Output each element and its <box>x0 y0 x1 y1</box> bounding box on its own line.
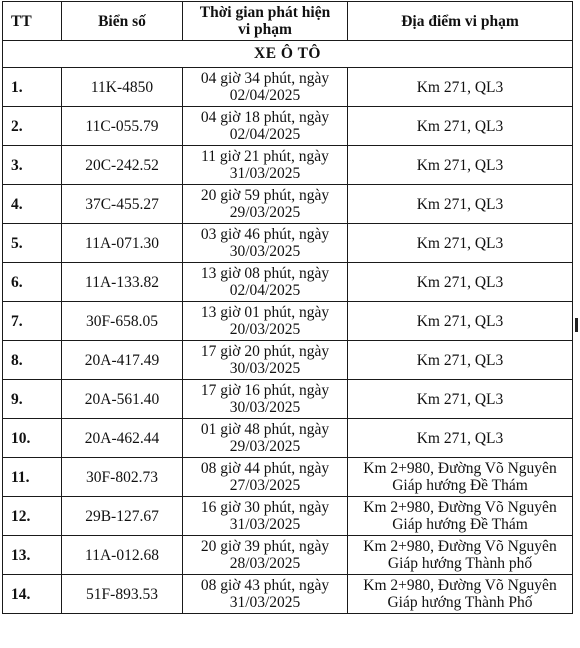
violation-time-line2: 29/03/2025 <box>229 438 301 455</box>
violation-location <box>348 341 573 380</box>
header-time-line1: Thời gian phát hiện <box>199 4 331 21</box>
violation-time-line1: 04 giờ 18 phút, ngày <box>200 109 330 126</box>
violation-location-line1: Km 271, QL3 <box>416 429 504 447</box>
table-row <box>3 458 573 497</box>
row-number: 11. <box>3 458 62 497</box>
table-row <box>3 380 573 419</box>
violation-time <box>183 575 348 614</box>
violation-location-line2: Giáp hướng Đề Thám <box>392 516 528 533</box>
table-row <box>3 185 573 224</box>
row-number: 8. <box>3 341 62 380</box>
violation-location-line1: Km 271, QL3 <box>416 78 504 96</box>
violation-time <box>183 302 348 341</box>
violation-time-line1: 04 giờ 34 phút, ngày <box>200 70 330 87</box>
table-row <box>3 263 573 302</box>
license-plate: 11A-012.68 <box>62 536 183 575</box>
violation-location <box>348 419 573 458</box>
license-plate: 11A-071.30 <box>62 224 183 263</box>
violation-location-line1: Km 271, QL3 <box>416 156 504 174</box>
table-row <box>3 419 573 458</box>
license-plate: 51F-893.53 <box>62 575 183 614</box>
license-plate: 37C-455.27 <box>62 185 183 224</box>
table-row <box>3 107 573 146</box>
section-row <box>3 41 573 68</box>
row-number: 6. <box>3 263 62 302</box>
violation-time-line2: 27/03/2025 <box>229 477 301 494</box>
license-plate: 20A-561.40 <box>62 380 183 419</box>
table-row <box>3 575 573 614</box>
violation-time <box>183 341 348 380</box>
row-number: 12. <box>3 497 62 536</box>
row-number: 5. <box>3 224 62 263</box>
violation-time-line1: 17 giờ 16 phút, ngày <box>200 382 330 399</box>
violation-location <box>348 380 573 419</box>
violation-location-line2: Giáp hướng Đề Thám <box>392 477 528 494</box>
row-number: 9. <box>3 380 62 419</box>
violation-location-line1: Km 271, QL3 <box>416 195 504 213</box>
violation-location-line2: Giáp hướng Thành phố <box>387 555 533 572</box>
violation-location-line1: Km 2+980, Đường Võ Nguyên <box>363 499 557 516</box>
header-time <box>183 2 348 41</box>
table-row <box>3 536 573 575</box>
violation-location-line2: Giáp hướng Thành Phố <box>387 594 533 611</box>
violation-time-line1: 17 giờ 20 phút, ngày <box>200 343 330 360</box>
violation-time-line2: 20/03/2025 <box>229 321 301 338</box>
violation-time-line2: 29/03/2025 <box>229 204 301 221</box>
violation-location-line1: Km 2+980, Đường Võ Nguyên <box>363 577 557 594</box>
violation-time <box>183 185 348 224</box>
violation-time <box>183 224 348 263</box>
violation-table <box>2 1 573 614</box>
violation-location <box>348 107 573 146</box>
section-label: XE Ô TÔ <box>3 41 573 68</box>
violation-location <box>348 263 573 302</box>
violation-location-line1: Km 271, QL3 <box>416 351 504 369</box>
table-row <box>3 341 573 380</box>
violation-time-line1: 01 giờ 48 phút, ngày <box>200 421 330 438</box>
row-number: 10. <box>3 419 62 458</box>
row-number: 1. <box>3 68 62 107</box>
violation-time-line2: 31/03/2025 <box>229 165 301 182</box>
table-row <box>3 497 573 536</box>
violation-time-line2: 30/03/2025 <box>229 360 301 377</box>
violation-location-line1: Km 2+980, Đường Võ Nguyên <box>363 538 557 555</box>
header-location: Địa điểm vi phạm <box>348 2 573 41</box>
violation-time-line1: 03 giờ 46 phút, ngày <box>200 226 330 243</box>
table-header-row <box>3 2 573 41</box>
license-plate: 20A-417.49 <box>62 341 183 380</box>
violation-time-line2: 02/04/2025 <box>229 126 301 143</box>
violation-time-line1: 16 giờ 30 phút, ngày <box>200 499 330 516</box>
violation-location <box>348 536 573 575</box>
violation-time-line1: 20 giờ 39 phút, ngày <box>200 538 330 555</box>
violation-time <box>183 68 348 107</box>
table-row <box>3 224 573 263</box>
license-plate: 11C-055.79 <box>62 107 183 146</box>
violation-location-line1: Km 271, QL3 <box>416 273 504 291</box>
violation-location <box>348 575 573 614</box>
violation-time <box>183 146 348 185</box>
violation-time <box>183 107 348 146</box>
table-row <box>3 146 573 185</box>
violation-location <box>348 497 573 536</box>
violation-location-line1: Km 271, QL3 <box>416 234 504 252</box>
violation-time-line1: 08 giờ 43 phút, ngày <box>200 577 330 594</box>
violation-time-line2: 28/03/2025 <box>229 555 301 572</box>
violation-time-line2: 02/04/2025 <box>229 87 301 104</box>
license-plate: 20C-242.52 <box>62 146 183 185</box>
violation-time-line2: 31/03/2025 <box>229 594 301 611</box>
row-number: 3. <box>3 146 62 185</box>
license-plate: 11K-4850 <box>62 68 183 107</box>
violation-time <box>183 380 348 419</box>
violation-time <box>183 263 348 302</box>
header-plate: Biển số <box>62 2 183 41</box>
license-plate: 20A-462.44 <box>62 419 183 458</box>
table-row <box>3 68 573 107</box>
header-time-line2: vi phạm <box>238 21 292 38</box>
violation-location <box>348 224 573 263</box>
violation-time <box>183 536 348 575</box>
violation-time <box>183 419 348 458</box>
violation-location <box>348 458 573 497</box>
violation-location <box>348 302 573 341</box>
violation-time-line2: 31/03/2025 <box>229 516 301 533</box>
violation-time-line2: 30/03/2025 <box>229 243 301 260</box>
violation-location <box>348 146 573 185</box>
license-plate: 30F-802.73 <box>62 458 183 497</box>
edge-mark <box>575 318 578 332</box>
header-tt: TT <box>3 2 62 41</box>
violation-time-line1: 13 giờ 01 phút, ngày <box>200 304 330 321</box>
license-plate: 29B-127.67 <box>62 497 183 536</box>
violation-time-line1: 20 giờ 59 phút, ngày <box>200 187 330 204</box>
row-number: 7. <box>3 302 62 341</box>
row-number: 2. <box>3 107 62 146</box>
row-number: 4. <box>3 185 62 224</box>
violation-time-line1: 13 giờ 08 phút, ngày <box>200 265 330 282</box>
table-row <box>3 302 573 341</box>
row-number: 14. <box>3 575 62 614</box>
violation-location-line1: Km 2+980, Đường Võ Nguyên <box>363 460 557 477</box>
violation-time-line2: 30/03/2025 <box>229 399 301 416</box>
violation-location <box>348 68 573 107</box>
violation-time-line1: 08 giờ 44 phút, ngày <box>200 460 330 477</box>
violation-location <box>348 185 573 224</box>
violation-location-line1: Km 271, QL3 <box>416 312 504 330</box>
violation-time-line2: 02/04/2025 <box>229 282 301 299</box>
row-number: 13. <box>3 536 62 575</box>
violation-time <box>183 458 348 497</box>
violation-time-line1: 11 giờ 21 phút, ngày <box>201 148 329 165</box>
violation-location-line1: Km 271, QL3 <box>416 390 504 408</box>
violation-location-line1: Km 271, QL3 <box>416 117 504 135</box>
license-plate: 11A-133.82 <box>62 263 183 302</box>
violation-time <box>183 497 348 536</box>
license-plate: 30F-658.05 <box>62 302 183 341</box>
